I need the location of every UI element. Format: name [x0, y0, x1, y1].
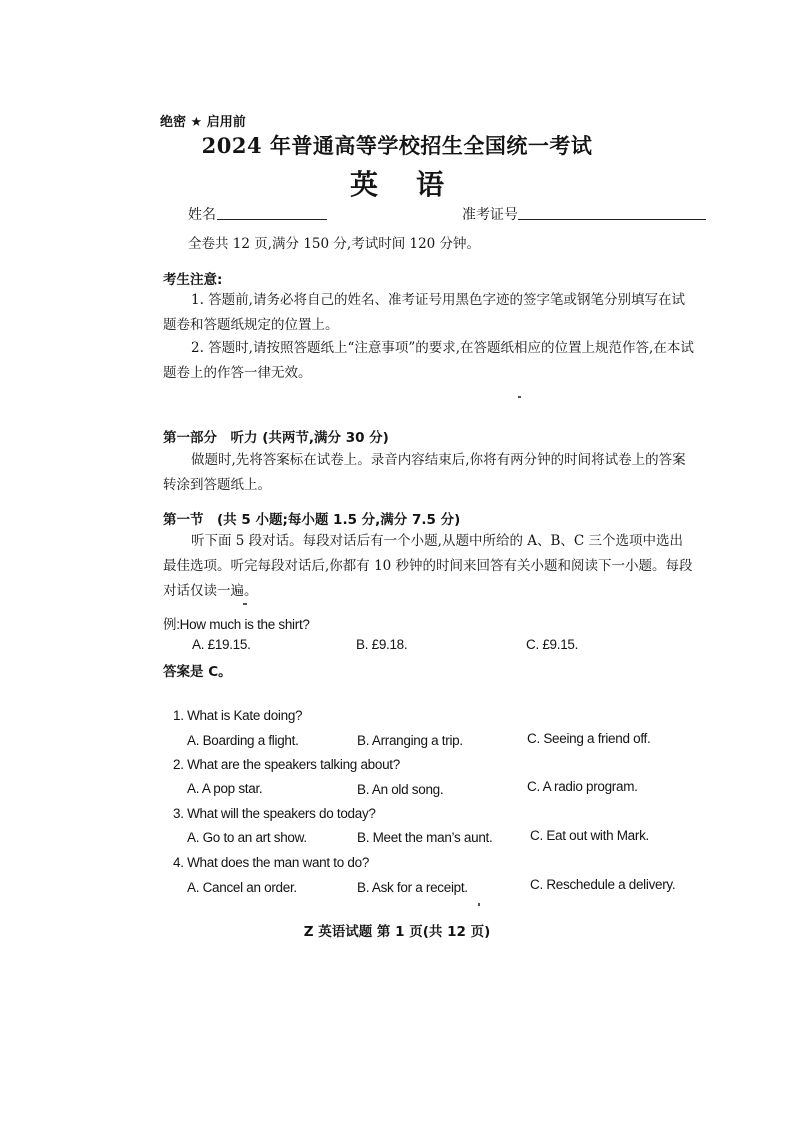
scan-speck [518, 396, 521, 398]
example-option-c: C. £9.15. [526, 637, 579, 652]
example-answer: 答案是 C。 [163, 664, 232, 680]
confidential-label: 绝密 ★ 启用前 [160, 115, 246, 130]
question-3-option-c: C. Eat out with Mark. [530, 828, 649, 843]
scan-speck [478, 903, 480, 906]
name-blank-line [217, 219, 327, 220]
question-2-option-a: A. A pop star. [187, 781, 263, 796]
question-3-option-b: B. Meet the man’s aunt. [357, 830, 493, 845]
part-one-heading: 第一部分 听力 (共两节,满分 30 分) [163, 430, 389, 446]
question-2-option-c: C. A radio program. [527, 779, 638, 794]
notice-item-1: 1. 答题前,请务必将自己的姓名、准考证号用黑色字迹的签字笔或钢笔分别填写在试题卷和答题纸规定的位置上。 [163, 292, 685, 333]
admission-number-label: 准考证号 [462, 207, 518, 223]
question-1-option-b: B. Arranging a trip. [357, 733, 463, 748]
admission-number-blank-line [518, 219, 706, 220]
section-one-heading: 第一节 (共 5 小题;每小题 1.5 分,满分 7.5 分) [163, 512, 461, 528]
question-4-option-a: A. Cancel an order. [187, 880, 297, 895]
example-option-b: B. £9.18. [356, 637, 408, 652]
paper-info: 全卷共 12 页,满分 150 分,考试时间 120 分钟。 [188, 236, 481, 252]
question-3-option-a: A. Go to an art show. [187, 830, 307, 845]
question-4-stem: 4. What does the man want to do? [173, 855, 370, 870]
question-2-option-b: B. An old song. [357, 782, 444, 797]
subject-title: 英语 [349, 168, 482, 201]
question-1-option-a: A. Boarding a flight. [187, 733, 299, 748]
example-question: 例:How much is the shirt? [163, 617, 310, 632]
question-2-stem: 2. What are the speakers talking about? [173, 757, 400, 772]
exam-title: 2024 年普通高等学校招生全国统一考试 [201, 133, 593, 158]
question-4-option-b: B. Ask for a receipt. [357, 880, 468, 895]
question-4-option-c: C. Reschedule a delivery. [530, 877, 676, 892]
notice-heading: 考生注意: [163, 272, 223, 288]
question-3-stem: 3. What will the speakers do today? [173, 806, 376, 821]
section-one-instructions: 听下面 5 段对话。每段对话后有一个小题,从题中所给的 A、B、C 三个选项中选出最佳选项。听完每段对话后,你都有 10 秒钟的时间来回答有关小题和阅读下一小题。每段对话仅读一遍。 [163, 533, 693, 599]
notice-item-2: 2. 答题时,请按照答题纸上“注意事项”的要求,在答题纸相应的位置上规范作答,在本试题卷上的作答一律无效。 [163, 340, 694, 381]
question-1-option-c: C. Seeing a friend off. [527, 731, 651, 746]
example-option-a: A. £19.15. [192, 637, 251, 652]
page-footer: Z 英语试题 第 1 页(共 12 页) [303, 924, 491, 940]
scan-speck [243, 603, 247, 605]
name-label: 姓名 [188, 207, 216, 223]
question-1-stem: 1. What is Kate doing? [173, 708, 303, 723]
part-one-intro: 做题时,先将答案标在试卷上。录音内容结束后,你将有两分钟的时间将试卷上的答案转涂到答题纸上。 [163, 452, 686, 493]
